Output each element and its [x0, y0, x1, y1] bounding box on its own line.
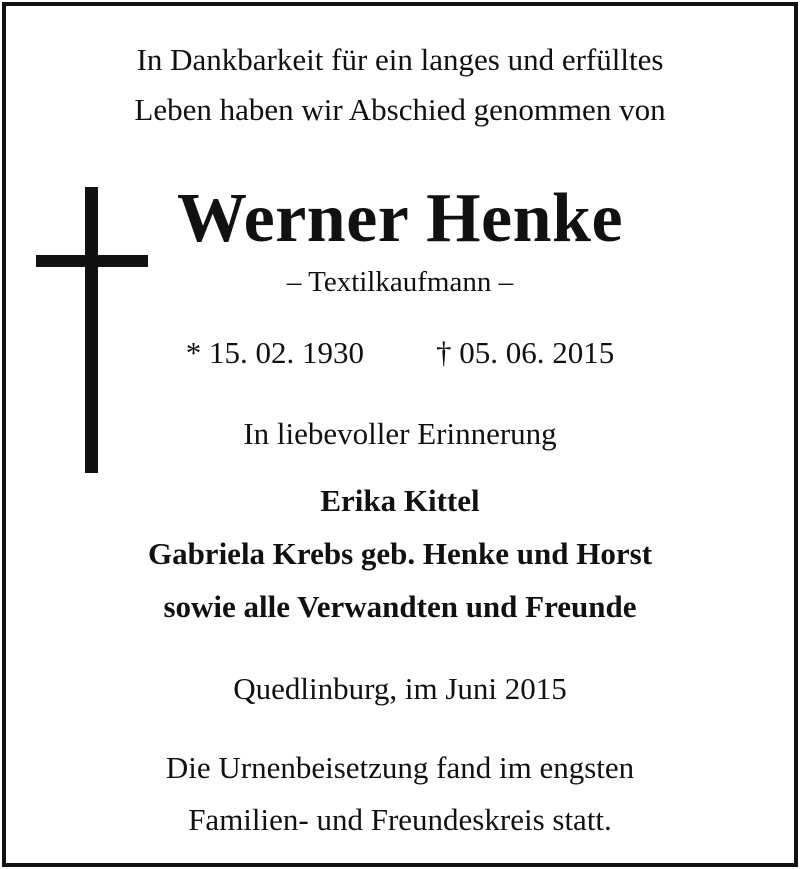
mourner-line-2: Gabriela Krebs geb. Henke und Horst [147, 536, 653, 571]
death-date: † 05. 06. 2015 [436, 335, 615, 370]
cross-horizontal-bar [36, 255, 148, 267]
memory-line: In liebevoller Erinnerung [243, 416, 557, 451]
life-dates [0, 337, 800, 368]
burial-note-line-1: Die Urnenbeisetzung fand im engsten [165, 750, 635, 785]
mourner-line-3: sowie alle Verwandten und Freunde [163, 589, 637, 624]
deceased-profession: – Textilkaufmann – [286, 266, 514, 298]
deceased-name: Werner Henke [176, 180, 624, 257]
mourner-line-1: Erika Kittel [320, 483, 480, 518]
intro-line-1: In Dankbarkeit für ein langes und erfülltes [136, 42, 664, 77]
burial-note-line-2: Familien- und Freundeskreis statt. [188, 802, 612, 837]
intro-line-2: Leben haben wir Abschied genommen von [134, 92, 666, 127]
birth-date: * 15. 02. 1930 [185, 335, 364, 370]
place-date: Quedlinburg, im Juni 2015 [233, 671, 567, 706]
